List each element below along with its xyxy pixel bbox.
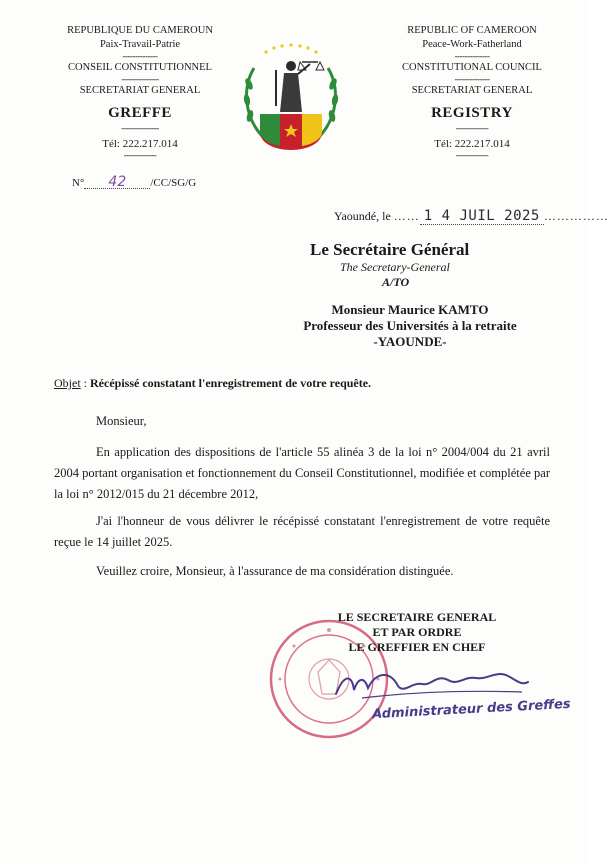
separator: ------------- — [455, 123, 489, 133]
reference-prefix: N° — [72, 177, 85, 189]
secretariat-fr: SECRETARIAT GENERAL — [79, 85, 201, 96]
justice-emblem-icon — [236, 40, 346, 152]
separator: -------------- — [454, 51, 490, 61]
office-fr: GREFFE — [108, 105, 172, 121]
signature-block — [322, 610, 512, 655]
sender-block — [310, 240, 550, 290]
signer-title: Administrateur des Greffes — [371, 696, 571, 723]
date-dots: …………… — [543, 209, 609, 223]
separator: --------------- — [121, 123, 159, 133]
separator: ------------- — [123, 150, 157, 160]
separator: --------------- — [121, 74, 159, 84]
subject-colon: : — [80, 376, 91, 390]
separator: -------------- — [122, 51, 158, 61]
recipient-city: -YAOUNDE- — [373, 334, 447, 349]
date-stamp: 1 4 JUIL 2025 — [420, 208, 544, 225]
subject-text: Récépissé constatant l'enregistrement de votre requête. — [90, 376, 372, 390]
signature-line-2: ET PAR ORDRE — [372, 625, 462, 639]
handwritten-signature-icon — [332, 664, 532, 704]
telephone-en: Tél: 222.217.014 — [434, 138, 510, 150]
recipient-role: Professeur des Universités à la retraite — [303, 318, 517, 333]
signature-line-1: LE SECRETAIRE GENERAL — [337, 610, 497, 624]
reference-handwritten-number: 42 — [84, 176, 150, 189]
date-place: Yaoundé, le — [334, 209, 391, 223]
paragraph-closing: Veuillez croire, Monsieur, à l'assurance de ma considération distinguée. — [96, 564, 454, 578]
date-dots: …… — [393, 209, 420, 223]
date-line — [334, 208, 609, 224]
sender-title: Le Secrétaire Général — [310, 240, 470, 259]
subject-label: Objet — [54, 376, 81, 390]
reference-suffix: /CC/SG/G — [150, 177, 197, 189]
separator: -------------- — [454, 74, 490, 84]
country-fr: REPUBLIQUE DU CAMEROUN — [67, 25, 213, 36]
council-fr: CONSEIL CONSTITUTIONNEL — [68, 62, 212, 73]
header-left — [40, 24, 240, 160]
paragraph-legal-basis: En application des dispositions de l'article 55 alinéa 3 de la loi n° 2004/004 du 21 avril 2004 portant organisation et fonctionnement du Conseil Constitutionnel, modifiée et complétée par la loi n° 2012/015 du 21 décembre 2012, — [54, 445, 550, 501]
subject-line — [54, 376, 371, 391]
recipient-name: Monsieur Maurice KAMTO — [331, 302, 489, 317]
motto-fr: Paix-Travail-Patrie — [99, 39, 181, 50]
paragraph-receipt: J'ai l'honneur de vous délivrer le récépissé constatant l'enregistrement de votre requête reçue le 14 juillet 2025. — [54, 514, 550, 549]
telephone-fr: Tél: 222.217.014 — [102, 138, 178, 150]
recipient-block — [285, 302, 535, 350]
salutation: Monsieur, — [96, 414, 147, 428]
office-en: REGISTRY — [431, 105, 513, 121]
reference-number — [72, 176, 196, 189]
header-right — [372, 24, 572, 160]
council-en: CONSTITUTIONAL COUNCIL — [402, 62, 542, 73]
motto-en: Peace-Work-Fatherland — [422, 39, 522, 50]
country-en: REPUBLIC OF CAMEROON — [407, 25, 537, 36]
sender-ato: A/TO — [382, 275, 410, 289]
separator: ------------- — [455, 150, 489, 160]
sender-title-en: The Secretary-General — [340, 260, 450, 274]
signature-line-3: LE GREFFIER EN CHEF — [348, 640, 486, 654]
secretariat-en: SECRETARIAT GENERAL — [411, 85, 533, 96]
